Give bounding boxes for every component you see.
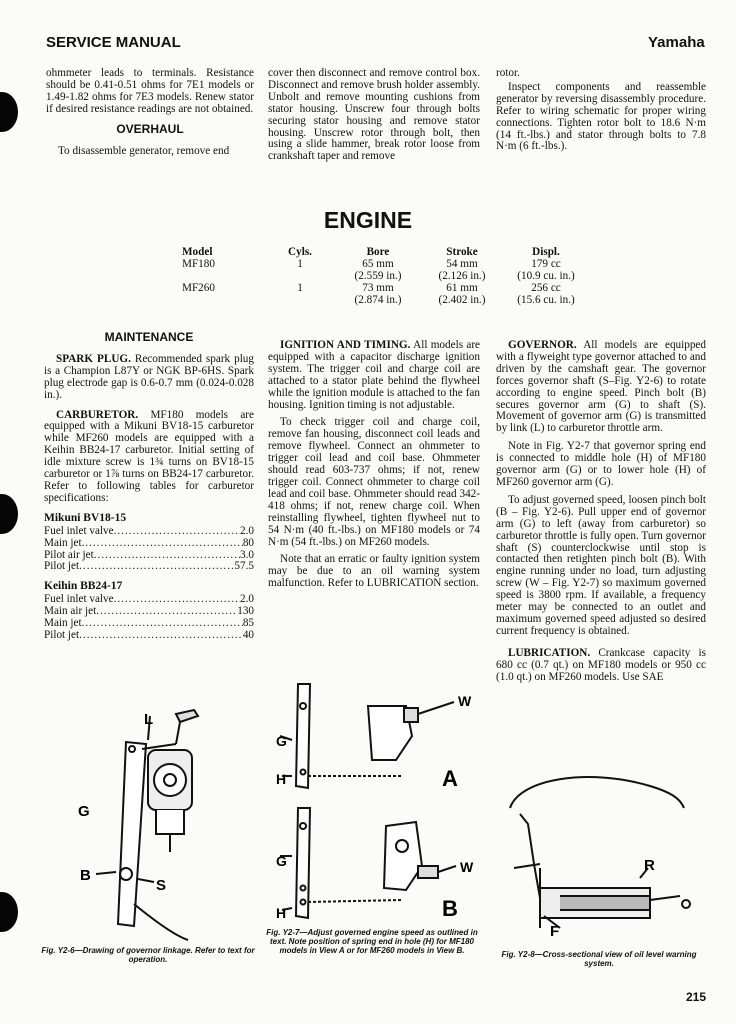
figure-caption: Fig. Y2-6—Drawing of governor linkage. Refer to text for operation. — [41, 946, 255, 964]
oil-warning-figure — [500, 768, 700, 946]
table-row — [178, 270, 590, 282]
paragraph: To adjust governed speed, loosen pinch bolt (B – Fig. Y2-6). Pull upper end of governor arm (G) to left (away from carburetor) so carburetor throttle is fully open. Turn governor shaft (S) counterclockwise until stop is contacted then retighten pinch bolt (B). With engine running under no load, turn adjusting screw (W – Fig. Y2-7) so maximum governed speed is 3800 rpm. If available, a frequency meter may be connected to an outlet and maximum governed speed adjusted so desired current frequency is obtained. — [496, 493, 706, 637]
lubrication-heading: LUBRICATION. — [508, 646, 591, 659]
paragraph: rotor. — [496, 67, 520, 79]
figure-caption: Fig. Y2-8—Cross-sectional view of oil level warning system. — [501, 950, 697, 968]
cell: MF260 — [182, 282, 215, 294]
header-right: Yamaha — [648, 34, 705, 51]
governor-column — [496, 340, 706, 689]
table-row — [178, 258, 590, 270]
cell: 179 cc — [531, 258, 561, 270]
column-header: Stroke — [446, 246, 478, 258]
cell: 61 mm — [446, 282, 478, 294]
keihin-table — [44, 581, 254, 642]
paragraph: ohmmeter leads to terminals. Resistance should be 0.41-0.51 ohms for 7E1 models or 1.49-1.82 ohms for 7E3 models. Renew stator if desired resistance readings are not obtained. — [46, 67, 254, 115]
ignition-heading: IGNITION AND TIMING. — [280, 339, 411, 351]
overhaul-heading: OVERHAUL — [116, 121, 184, 136]
table-row — [178, 282, 590, 294]
mikuni-table — [44, 513, 254, 574]
cell: 1 — [297, 258, 303, 270]
maintenance-column — [44, 328, 254, 642]
spec-row: Main jet ..... 80 — [44, 538, 254, 550]
label-G: G — [78, 803, 90, 820]
spec-row: Main jet ..... 85 — [44, 618, 254, 630]
column-header: Displ. — [532, 246, 560, 258]
carburetor-heading: CARBURETOR. — [56, 408, 139, 421]
governor-linkage-figure — [76, 704, 256, 944]
figure-caption: Fig. Y2-7—Adjust governed engine speed as outlined in text. Note position of spring end in hole (H) for MF180 models in View A or for MF260 models in View B. — [266, 928, 478, 955]
header-left: SERVICE MANUAL — [46, 34, 181, 51]
cell: 73 mm — [362, 282, 394, 294]
spec-row: Fuel inlet valve ..... 2.0 — [44, 594, 254, 606]
maintenance-heading: MAINTENANCE — [104, 330, 194, 344]
cell: 54 mm — [446, 258, 478, 270]
paragraph — [496, 648, 706, 684]
top-column-2 — [268, 68, 480, 169]
governor-heading: GOVERNOR. — [508, 339, 577, 351]
table-title: Mikuni BV18-15 — [44, 511, 127, 524]
label-G: G — [276, 733, 287, 749]
ignition-text: All models are equipped with a capacitor discharge ignition system. The trigger coil and charge coil are attached to a stator plate behind the flywheel while the ignition module is attached to the fan housing. Ignition timing is not adjustable. — [268, 339, 481, 411]
spec-row: Main air jet ..... 130 — [44, 606, 254, 618]
column-header: Cyls. — [288, 246, 312, 258]
cell: 256 cc — [531, 282, 561, 294]
governor-adjust-figure — [272, 676, 482, 926]
cell: (10.9 cu. in.) — [517, 270, 575, 282]
paragraph — [496, 340, 706, 435]
paragraph: Note that an erratic or faulty ignition system may be due to an oil warning system malfunction. Refer to LUBRICATION section. — [268, 553, 480, 590]
governor-text: All models are equipped with a flyweight type governor attached to and driven by the camshaft gear. The governor forces governor shaft (S–Fig. Y2-6) to rotate according to engine speed. Pinch bolt (B) secures governor arm (G) to shaft (S). Movement of governor arm (G) is transmitted by link (L) to carburetor throttle arm. — [496, 339, 706, 435]
spec-row: Pilot air jet ..... 3.0 — [44, 550, 254, 562]
lubrication-text: Crankcase capacity is 680 cc (0.7 qt.) on MF180 models or 950 cc (1.0 qt.) on MF260 models. Use SAE — [496, 646, 706, 683]
carburetor-text: MF180 models are equipped with a Mikuni BV18-15 carburetor while MF260 models are equipped with a Keihin BB24-17 carburetor. Initial setting of idle mixture screw is 1¾ turns on BV18-15 carburetor or 1⅞ turns on BB24-17 carburetor. Refer to following tables for carburetor specifications: — [44, 408, 254, 504]
cell: (2.126 in.) — [438, 270, 486, 282]
paragraph: To check trigger coil and charge coil, remove fan housing, disconnect coil leads and remove flywheel. Connect an ohmmeter to trigger coil lead and coil base. Ohmmeter should read 603-737 ohms; if not, renew trigger coil. Connect ohmmeter to charge coil lead and coil base. Ohmmeter should read 342-418 ohms; if not, renew charge coil. When reinstalling flywheel, tighten flywheel nut to 54 N·m (40 ft.-lbs.) on MF180 models or 74 N·m (54 ft.-lbs.) on MF260 models. — [268, 416, 480, 548]
cell: (2.874 in.) — [354, 294, 402, 306]
binder-hole — [0, 92, 18, 132]
page-number: 215 — [686, 990, 707, 1004]
cell: 65 mm — [362, 258, 394, 270]
section-title: ENGINE — [323, 207, 413, 233]
binder-hole — [0, 494, 18, 534]
view-label-A: A — [442, 766, 458, 791]
label-S: S — [156, 877, 167, 894]
column-header: Model — [182, 246, 213, 258]
label-R: R — [644, 857, 655, 874]
label-G: G — [276, 853, 287, 869]
label-W: W — [460, 859, 474, 875]
paragraph — [44, 410, 254, 505]
label-W: W — [458, 693, 472, 709]
spec-row: Pilot jet ..... 57.5 — [44, 561, 254, 573]
table-header-row — [178, 246, 590, 258]
paragraph — [268, 340, 480, 411]
label-H: H — [276, 771, 287, 787]
spark-plug-heading: SPARK PLUG. — [56, 352, 131, 365]
paragraph: Inspect components and reassemble generator by reversing disassembly procedure. Refer to wiring schematic for proper wiring connections. Tighten rotor bolt to 18.6 N·m (14 ft.-lbs.) and stator through bolts to 7.8 N·m (6 ft.-lbs.). — [496, 80, 706, 153]
paragraph — [44, 354, 254, 402]
label-F: F — [550, 923, 560, 940]
top-column-3 — [496, 68, 706, 159]
label-B: B — [80, 867, 91, 884]
cell: (2.559 in.) — [354, 270, 402, 282]
spec-row: Pilot jet ..... 40 — [44, 630, 254, 642]
label-L: L — [144, 711, 154, 728]
paragraph: Note in Fig. Y2-7 that governor spring end is connected to middle hole (H) of MF180 governor arm (G) or to lower hole (H) of MF260 governor arm (G). — [496, 440, 706, 488]
cell: (2.402 in.) — [438, 294, 486, 306]
spec-row: Fuel inlet valve ..... 2.0 — [44, 526, 254, 538]
table-row — [178, 294, 590, 306]
view-label-B: B — [442, 896, 458, 921]
ignition-column — [268, 340, 480, 596]
column-header: Bore — [366, 246, 390, 258]
cell: MF180 — [182, 258, 215, 270]
label-H: H — [276, 905, 287, 921]
paragraph: cover then disconnect and remove control box. Disconnect and remove brush holder assembly. Unbolt and remove mounting cushions from stator housing. Unscrew four through bolts securing stator housing and remove stator housing. Unscrew rotor through bolt, then using a slide hammer, break rotor loose from crankshaft taper and remove — [268, 67, 480, 163]
spark-plug-text: Recommended spark plug is a Champion L87Y or NGK BP-6HS. Spark plug electrode gap is 0.6-0.7 mm (0.024-0.028 in.). — [44, 352, 254, 401]
cell: (15.6 cu. in.) — [517, 294, 575, 306]
binder-hole — [0, 892, 18, 932]
engine-spec-table — [178, 246, 590, 306]
table-title: Keihin BB24-17 — [44, 580, 123, 593]
cell: 1 — [297, 282, 303, 294]
paragraph: To disassemble generator, remove end — [58, 144, 230, 157]
top-column-1 — [46, 68, 254, 163]
